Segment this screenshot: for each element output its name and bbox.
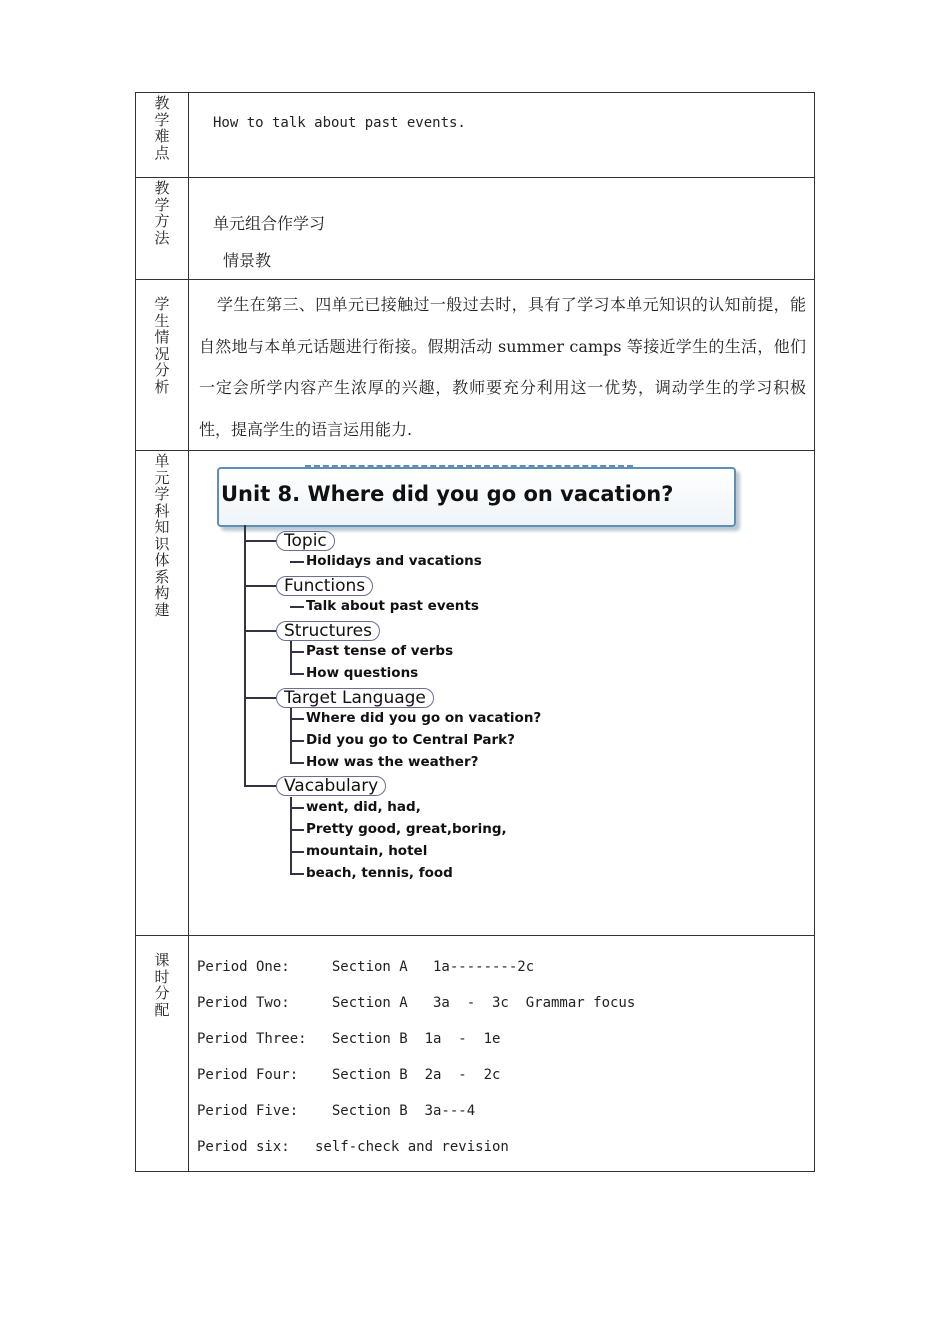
period-item: Period Two: Section A 3a - 3c Grammar focus [197, 995, 636, 1011]
map-leaf: went, did, had, [290, 799, 421, 815]
row-label-analysis: 学生情况分析 [154, 295, 170, 396]
period-item: Period Five: Section B 3a---4 [197, 1103, 476, 1119]
period-item: Period Four: Section B 2a - 2c [197, 1067, 501, 1083]
analysis-text: 学生在第三、四单元已接触过一般过去时，具有了学习本单元知识的认知前提，能自然地与本单元话题进行衔接。假期活动 summer camps 等接近学生的生活，他们一定会所学内容产生浓厚的兴趣，教师要充分利用这一优势，调动学生的学习积极性，提高学生的语言运用能力. [199, 295, 806, 439]
map-leaf: How was the weather? [290, 754, 478, 770]
lesson-plan-table [135, 92, 815, 1172]
row-teaching-difficulty [136, 93, 815, 178]
map-leaf: beach, tennis, food [290, 865, 453, 881]
row-period-allocation [136, 936, 815, 1172]
period-item: Period Three: Section B 1a - 1e [197, 1031, 501, 1047]
row-label-method: 教学方法 [154, 179, 170, 247]
row-label-periods: 课时分配 [154, 951, 170, 1019]
method-line-2: 情景教 [223, 251, 272, 270]
map-node-structures: Structures [276, 621, 380, 641]
row-knowledge-system [136, 451, 815, 936]
map-leaf: How questions [290, 665, 418, 681]
period-item: Period six: self-check and revision [197, 1139, 509, 1155]
map-node-functions: Functions [276, 576, 373, 596]
map-title-banner [217, 467, 736, 527]
map-leaf: Holidays and vacations [290, 553, 482, 569]
map-node-topic: Topic [276, 531, 335, 551]
knowledge-map [217, 467, 777, 907]
map-leaf: mountain, hotel [290, 843, 427, 859]
map-node-vocabulary: Vacabulary [276, 776, 386, 796]
map-leaf: Where did you go on vacation? [290, 710, 541, 726]
period-item: Period One: Section A 1a--------2c [197, 959, 535, 975]
map-leaf: Past tense of verbs [290, 643, 453, 659]
row-student-analysis [136, 280, 815, 451]
map-leaf: Did you go to Central Park? [290, 732, 515, 748]
map-leaf: Talk about past events [290, 598, 479, 614]
map-title: Unit 8. Where did you go on vacation? [221, 482, 674, 506]
difficulty-text: How to talk about past events. [213, 115, 466, 131]
row-label-difficulty: 教学难点 [154, 94, 170, 162]
method-line-1: 单元组合作学习 [213, 214, 326, 233]
map-leaf: Pretty good, great,boring, [290, 821, 507, 837]
row-teaching-method [136, 178, 815, 280]
map-node-target-language: Target Language [276, 688, 434, 708]
row-label-knowledge: 单元学科知识体系构建 [154, 452, 170, 619]
map-trunk-line [244, 525, 246, 785]
